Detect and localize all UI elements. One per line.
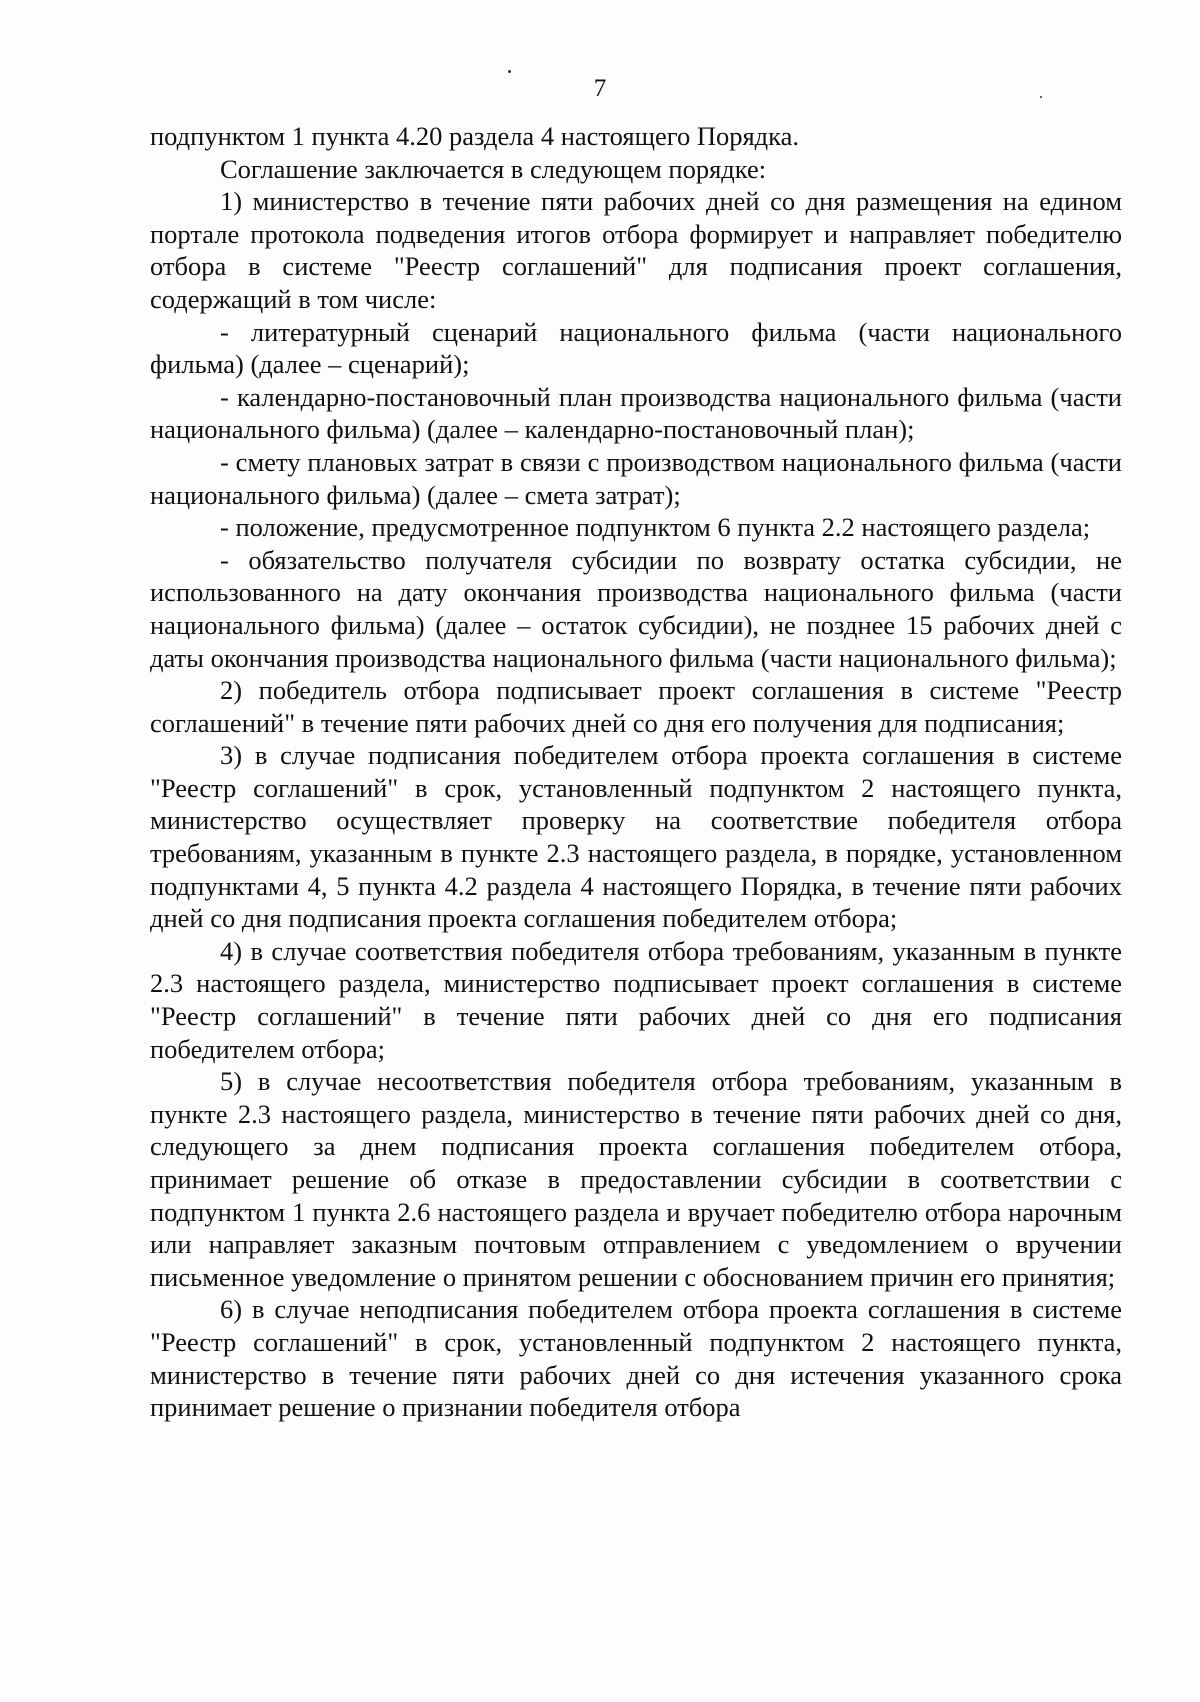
paragraph: 6) в случае неподписания победителем отбора проекта соглашения в системе "Реестр соглашений" в срок, установленный подпунктом 2 настоящего пункта, министерство в течение пяти рабочих дней со дня истечения указанного срока принимает решение о признании победителя отбора [150, 1294, 1122, 1423]
paragraph: 4) в случае соответствия победителя отбора требованиям, указанным в пункте 2.3 настоящего раздела, министерство подписывает проект соглашения в системе "Реестр соглашений" в течение пяти рабочих дней со дня его подписания победителем отбора; [150, 935, 1122, 1064]
paragraph: - календарно-постановочный план производства национального фильма (части национального фильма) (далее – календарно-постановочный план); [150, 381, 1122, 445]
scan-speck [508, 70, 511, 73]
paragraph: подпунктом 1 пункта 4.20 раздела 4 настоящего Порядка. [150, 121, 799, 151]
paragraph: 1) министерство в течение пяти рабочих дней со дня размещения на едином портале протокола подведения итогов отбора формирует и направляет победителю отбора в системе "Реестр соглашений" для подписания проект соглашения, содержащий в том числе: [150, 186, 1122, 314]
paragraph: 3) в случае подписания победителем отбора проекта соглашения в системе "Реестр соглашений" в срок, установленный подпунктом 2 настоящего пункта, министерство осуществляет проверку на соответствие победителя отбора требованиям, указанным в пункте 2.3 настоящего раздела, в порядке, установленном подпунктами 4, 5 пункта 4.2 раздела 4 настоящего Порядка, в течение пяти рабочих дней со дня подписания проекта соглашения победителем отбора; [150, 740, 1122, 934]
paragraph: Соглашение заключается в следующем порядке: [220, 153, 767, 184]
paragraph: 5) в случае несоответствия победителя отбора требованиям, указанным в пункте 2.3 настоящего раздела, министерство в течение пяти рабочих дней со дня, следующего за днем подписания проекта соглашения победителем отбора, принимает решение об отказе в предоставлении субсидии в соответствии с подпунктом 1 пункта 2.6 настоящего раздела и вручает победителю отбора нарочным или направляет заказным почтовым отправлением с уведомлением о вручении письменное уведомление о принятом решении с обоснованием причин его принятия; [150, 1066, 1122, 1292]
paragraph: 2) победитель отбора подписывает проект соглашения в системе "Реестр соглашений" в течение пяти рабочих дней со дня его получения для подписания; [150, 675, 1122, 738]
page-number: 7 [593, 75, 607, 102]
paragraph: - смету плановых затрат в связи с производством национального фильма (части национального фильма) (далее – смета затрат); [150, 446, 1122, 510]
paragraph: - положение, предусмотренное подпунктом 6 пункта 2.2 настоящего раздела; [220, 512, 1091, 543]
paragraph: - литературный сценарий национального фильма (части национального фильма) (далее – сценарий); [150, 316, 1122, 380]
paragraph: - обязательство получателя субсидии по возврату остатка субсидии, не использованного на дату окончания производства национального фильма (части национального фильма) (далее – остаток субсидии), не позднее 15 рабочих дней с даты окончания производства национального фильма (части национального фильма); [150, 544, 1122, 673]
document-body [150, 120, 1122, 1424]
